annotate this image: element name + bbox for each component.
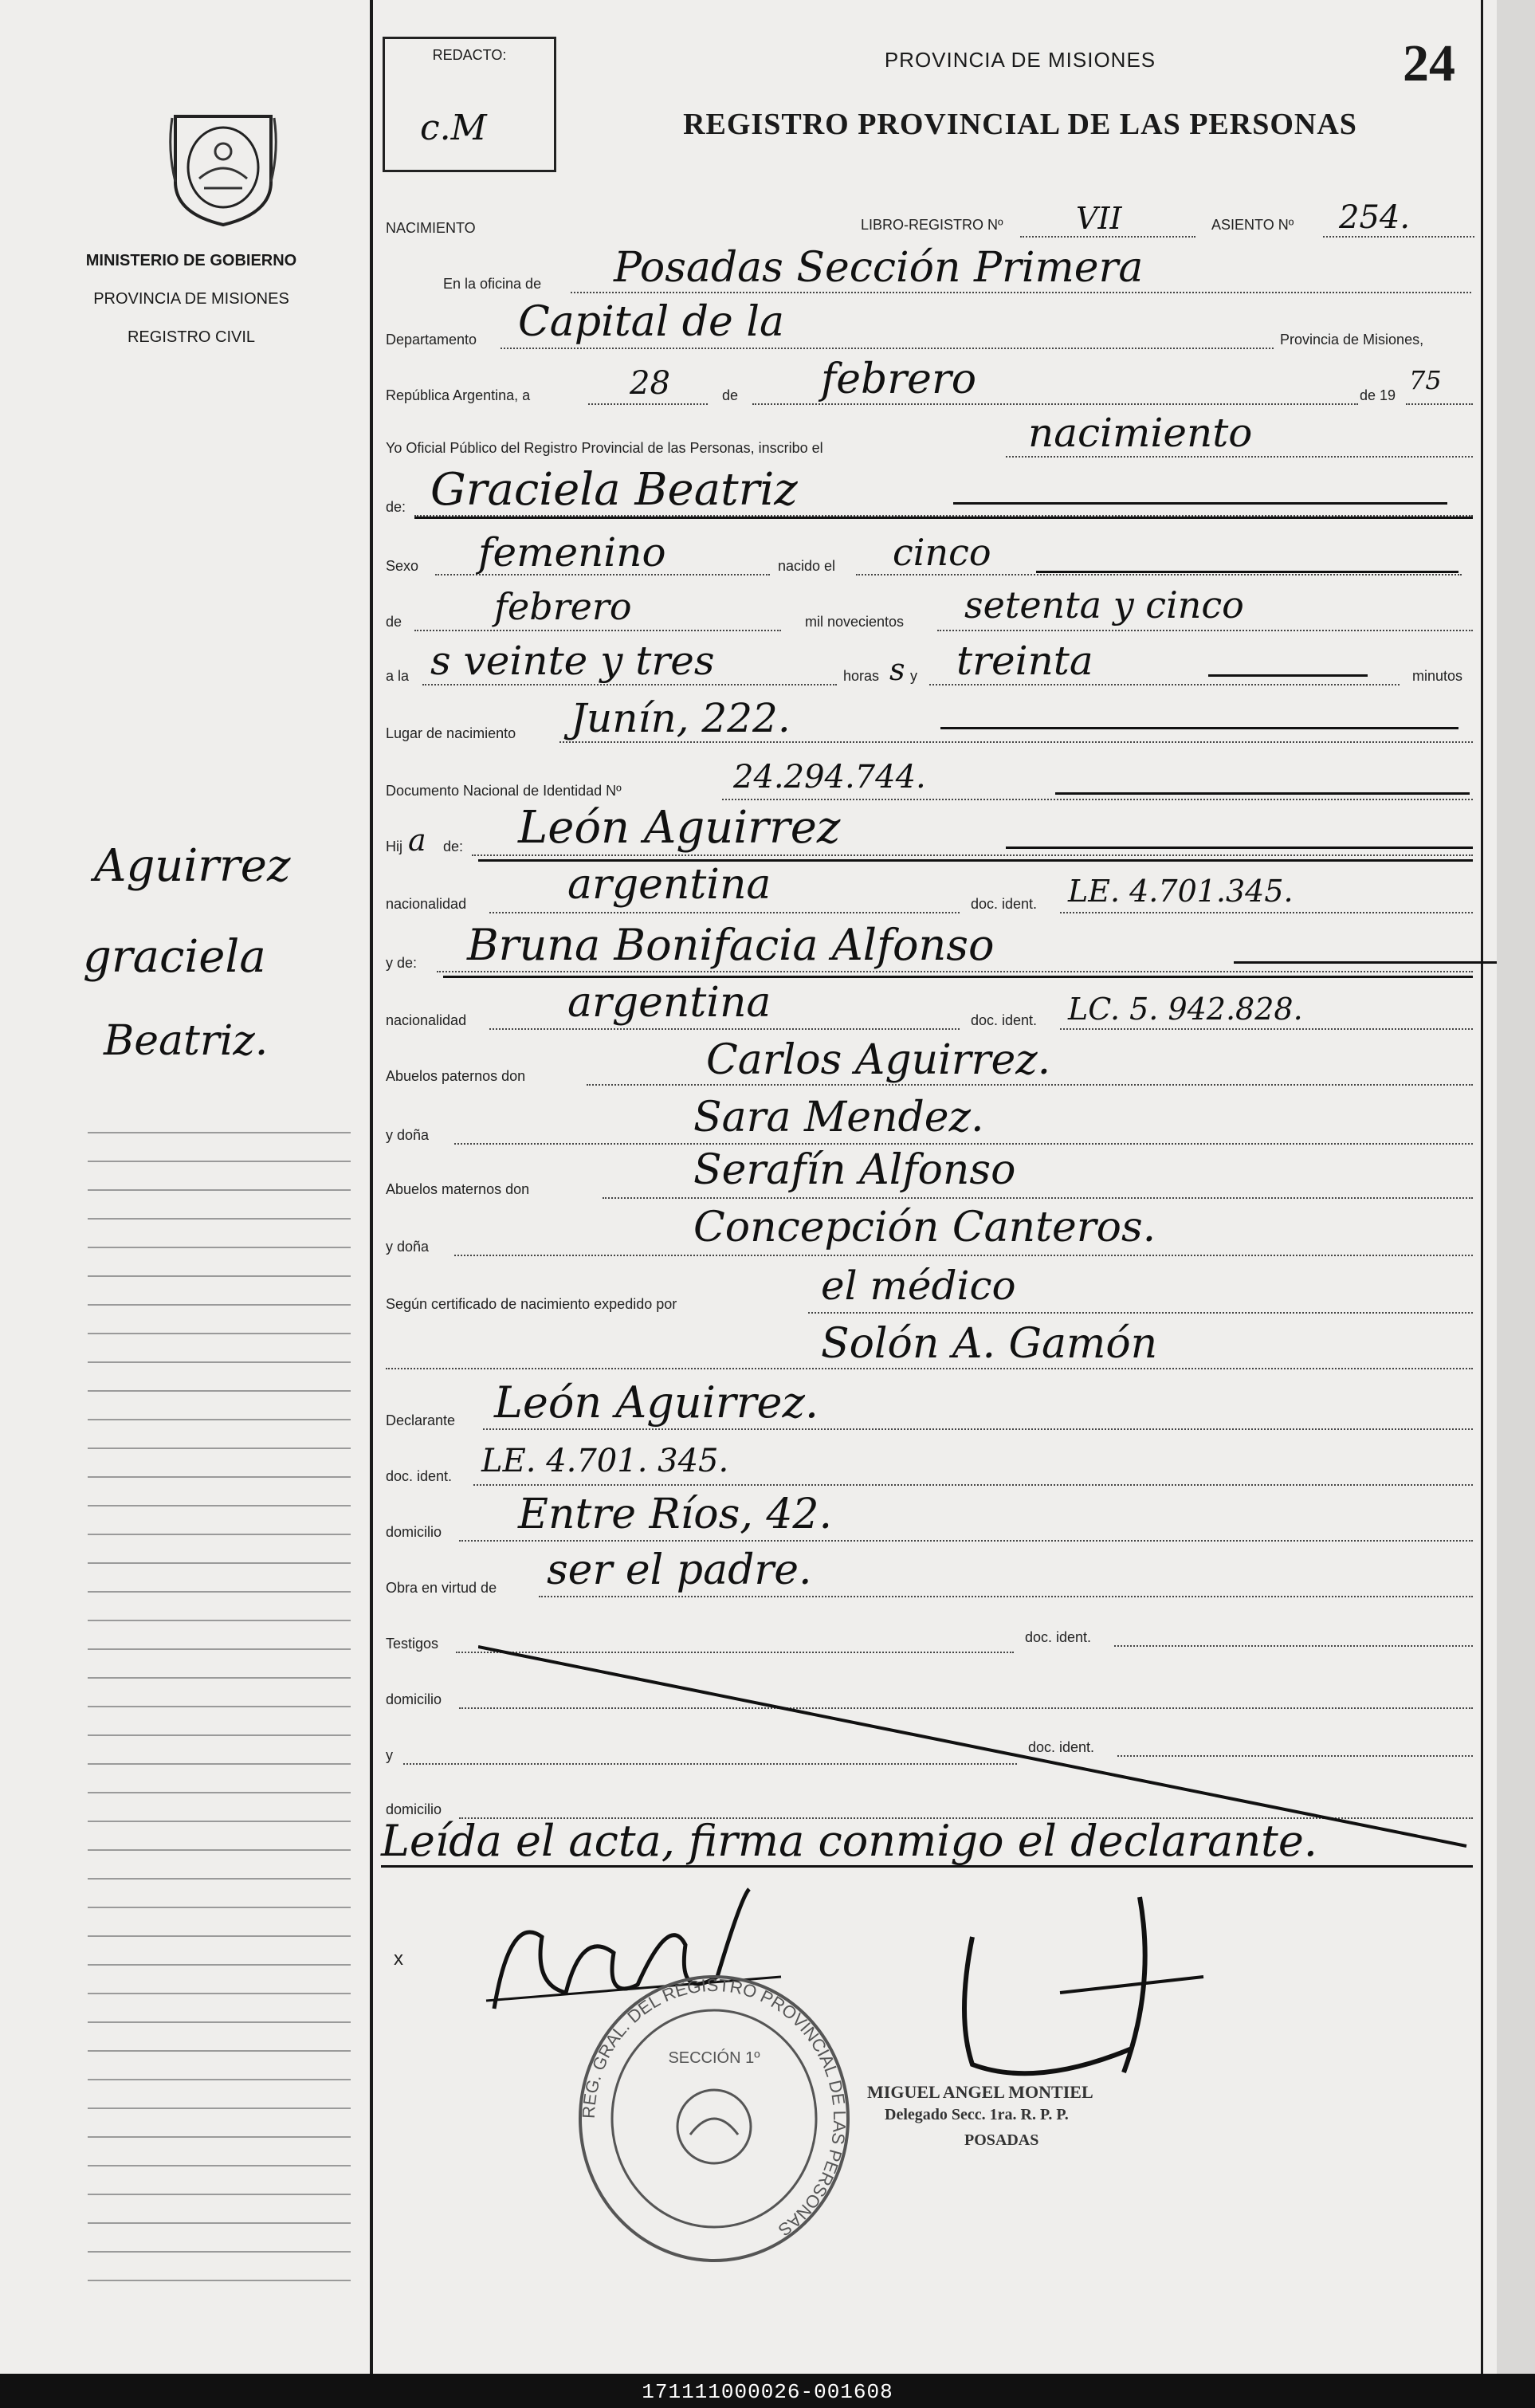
redacto-value: c.M	[420, 108, 487, 148]
ministry-label: MINISTERIO DE GOBIERNO	[85, 252, 297, 269]
asiento-value: 254.	[1339, 199, 1411, 236]
official-signature	[940, 1889, 1227, 2096]
madre-value: Bruna Bonifacia Alfonso	[467, 920, 995, 970]
abuelos-mat-label: Abuelos maternos don	[386, 1181, 530, 1197]
oficina-line	[571, 292, 1471, 293]
nacimiento-label: NACIMIENTO	[386, 220, 476, 236]
leida-underline	[381, 1865, 1473, 1868]
page-number: 24	[1403, 34, 1455, 92]
asiento-label: ASIENTO Nº	[1211, 217, 1294, 233]
hij-label: Hij	[386, 839, 402, 854]
doc-padre-value: LE. 4.701.345.	[1068, 874, 1294, 909]
doc-madre-line	[1060, 1028, 1473, 1030]
anio-nac-value: setenta y cinco	[964, 583, 1244, 627]
abuela-pat-value: Sara Mendez.	[693, 1094, 984, 1141]
stamp-center-text: SECCIÓN 1º	[668, 2049, 760, 2067]
departamento-line	[501, 348, 1274, 349]
nombre-value: Graciela Beatriz	[430, 464, 798, 516]
domicilio2-label: domicilio	[386, 1691, 442, 1707]
doc-ident-testigo2-label: doc. ident.	[1028, 1739, 1095, 1755]
nacido-fill-line	[1036, 571, 1458, 573]
y-label: y	[910, 668, 917, 684]
minutos-fill-line	[1208, 674, 1368, 677]
departamento-label: Departamento	[386, 332, 477, 348]
libro-value: VII	[1076, 201, 1122, 236]
nac-madre-value: argentina	[567, 979, 771, 1027]
doc-declarante-line	[473, 1484, 1473, 1486]
oficina-label: En la oficina de	[443, 276, 542, 292]
madre-fill-line	[1234, 961, 1497, 964]
anio-nac-line	[937, 630, 1473, 631]
margin-note-line-2: graciela	[83, 931, 266, 983]
inscribo-value: nacimiento	[1028, 410, 1253, 456]
republica-label: República Argentina, a	[386, 387, 531, 403]
official-title: Delegado Secc. 1ra. R. P. P.	[885, 2106, 1069, 2123]
document-code: 171111000026-001608	[642, 2380, 893, 2404]
nacido-line	[856, 574, 1462, 575]
mes-line	[752, 403, 1358, 405]
nacionalidad-madre-label: nacionalidad	[386, 1012, 467, 1028]
libro-label: LIBRO-REGISTRO Nº	[861, 217, 1003, 233]
nombre-fill-line	[953, 502, 1447, 505]
doc-padre-line	[1060, 912, 1473, 913]
abuelos-pat-label: Abuelos paternos don	[386, 1068, 526, 1084]
domicilio-label: domicilio	[386, 1524, 442, 1540]
certificado-label: Según certificado de nacimiento expedido por	[386, 1296, 677, 1312]
mes-value: febrero	[821, 356, 977, 403]
official-place: POSADAS	[964, 2131, 1039, 2149]
leida-value: Leída el acta, firma conmigo el declarante.	[381, 1816, 1317, 1866]
lugar-fill-line	[940, 727, 1458, 729]
x-mark: x	[394, 1948, 403, 1970]
minutos-value: treinta	[956, 638, 1093, 684]
left-province-label: PROVINCIA DE MISIONES	[93, 290, 289, 308]
margin-note-line-3: Beatriz.	[104, 1017, 269, 1065]
obra-label: Obra en virtud de	[386, 1580, 497, 1596]
nombre-underline	[414, 517, 1473, 519]
dia-value: 28	[630, 365, 670, 402]
madre-underline	[443, 976, 1473, 978]
abuela-pat-line	[454, 1143, 1473, 1145]
left-margin-line	[370, 0, 373, 2374]
abuela-mat-value: Concepción Canteros.	[693, 1204, 1156, 1251]
nacionalidad-padre-label: nacionalidad	[386, 896, 467, 912]
testigos-label: Testigos	[386, 1636, 439, 1652]
de-label: de	[722, 387, 739, 403]
anio-prefix: de 19	[1360, 387, 1396, 403]
domicilio3-label: domicilio	[386, 1801, 442, 1817]
horas-label: horas	[843, 668, 880, 684]
ydona-pat-label: y doña	[386, 1127, 430, 1143]
medico-line	[386, 1368, 1473, 1369]
madre-line	[437, 971, 1473, 972]
horas-suffix: s	[889, 652, 905, 687]
abuelo-pat-value: Carlos Aguirrez.	[706, 1036, 1051, 1084]
obra-value: ser el padre.	[547, 1546, 812, 1594]
medico-value: Solón A. Gamón	[821, 1320, 1158, 1368]
libro-line	[1020, 236, 1195, 238]
province-heading: PROVINCIA DE MISIONES	[884, 48, 1156, 72]
stamp-ring-text: REG. GRAL. DEL REGISTRO PROVINCIAL DE LAS PERSONAS	[578, 1974, 850, 2241]
margin-ruled-lines	[88, 1105, 351, 2308]
right-page-edge	[1497, 0, 1535, 2374]
redacto-box	[383, 37, 556, 172]
asiento-line	[1323, 236, 1474, 238]
margin-note-line-1: Aguirrez	[94, 840, 291, 892]
declarante-line	[483, 1428, 1473, 1430]
lugar-label: Lugar de nacimiento	[386, 725, 516, 741]
departamento-value: Capital de la	[518, 298, 784, 346]
dia-line	[588, 403, 708, 405]
mes-nac-line	[414, 630, 781, 631]
horas-value: s veinte y tres	[430, 638, 715, 684]
domicilio-value: Entre Ríos, 42.	[518, 1491, 833, 1538]
doc-declarante-value: LE. 4.701. 345.	[481, 1443, 729, 1479]
abuelo-mat-line	[603, 1197, 1473, 1199]
doc-ident-padre-label: doc. ident.	[971, 896, 1038, 912]
certificado-line	[808, 1312, 1473, 1314]
official-name: MIGUEL ANGEL MONTIEL	[867, 2082, 1093, 2102]
inscribo-line	[1006, 456, 1473, 458]
minutos-label: minutos	[1412, 668, 1463, 684]
anio-line	[1406, 403, 1473, 405]
sexo-value: femenino	[478, 529, 666, 575]
official-stamp	[571, 1967, 858, 2270]
abuelo-pat-line	[587, 1084, 1473, 1086]
nac-padre-value: argentina	[567, 861, 771, 909]
anio-value: 75	[1409, 365, 1442, 395]
civil-registry-label: REGISTRO CIVIL	[127, 328, 256, 346]
lugar-line	[559, 741, 1473, 743]
dni-value: 24.294.744.	[733, 759, 926, 795]
abuela-mat-line	[454, 1255, 1473, 1256]
nac-padre-line	[489, 912, 960, 913]
certificado-value: el médico	[821, 1263, 1016, 1309]
padre-value: León Aguirrez	[518, 802, 841, 854]
registry-heading: REGISTRO PROVINCIAL DE LAS PERSONAS	[683, 108, 1357, 141]
redacto-label: REDACTO:	[432, 47, 507, 63]
lugar-value: Junín, 222.	[571, 695, 791, 741]
provincial-seal-icon	[164, 102, 282, 230]
nacido-label: nacido el	[778, 558, 836, 574]
padre-line	[472, 854, 1473, 856]
nacido-value: cinco	[893, 531, 991, 574]
de-colon-label: de:	[386, 499, 406, 515]
oficina-value: Posadas Sección Primera	[614, 244, 1144, 292]
declarante-label: Declarante	[386, 1412, 456, 1428]
de2-label: de	[386, 614, 402, 630]
nac-madre-line	[489, 1028, 960, 1030]
oficial-text: Yo Oficial Público del Registro Provincial de las Personas, inscribo el	[386, 440, 823, 456]
declarante-value: León Aguirrez.	[494, 1377, 819, 1428]
obra-line	[539, 1596, 1473, 1597]
doc-madre-value: LC. 5. 942.828.	[1068, 992, 1303, 1027]
abuelo-mat-value: Serafín Alfonso	[693, 1146, 1016, 1194]
de3-label: de:	[443, 839, 464, 854]
domicilio-line	[459, 1540, 1473, 1542]
y2-label: y	[386, 1747, 393, 1763]
yde-label: y de:	[386, 955, 418, 971]
doc-ident-testigo1-label: doc. ident.	[1025, 1629, 1092, 1645]
provincia-suffix: Provincia de Misiones,	[1280, 332, 1424, 348]
dni-label: Documento Nacional de Identidad Nº	[386, 783, 622, 799]
dni-line	[722, 799, 1473, 800]
minutos-line	[929, 684, 1400, 685]
ala-label: a la	[386, 668, 410, 684]
ydona-mat-label: y doña	[386, 1239, 430, 1255]
doc-ident-declarante-label: doc. ident.	[386, 1468, 453, 1484]
doc-ident-madre-label: doc. ident.	[971, 1012, 1038, 1028]
hij-suffix: a	[408, 823, 426, 858]
horas-line	[422, 684, 837, 685]
padre-fill-line	[1006, 847, 1473, 849]
mil-label: mil novecientos	[805, 614, 905, 630]
mes-nac-value: febrero	[494, 585, 632, 628]
right-margin-line	[1481, 0, 1483, 2374]
dni-fill-line	[1055, 792, 1470, 795]
sexo-label: Sexo	[386, 558, 419, 574]
